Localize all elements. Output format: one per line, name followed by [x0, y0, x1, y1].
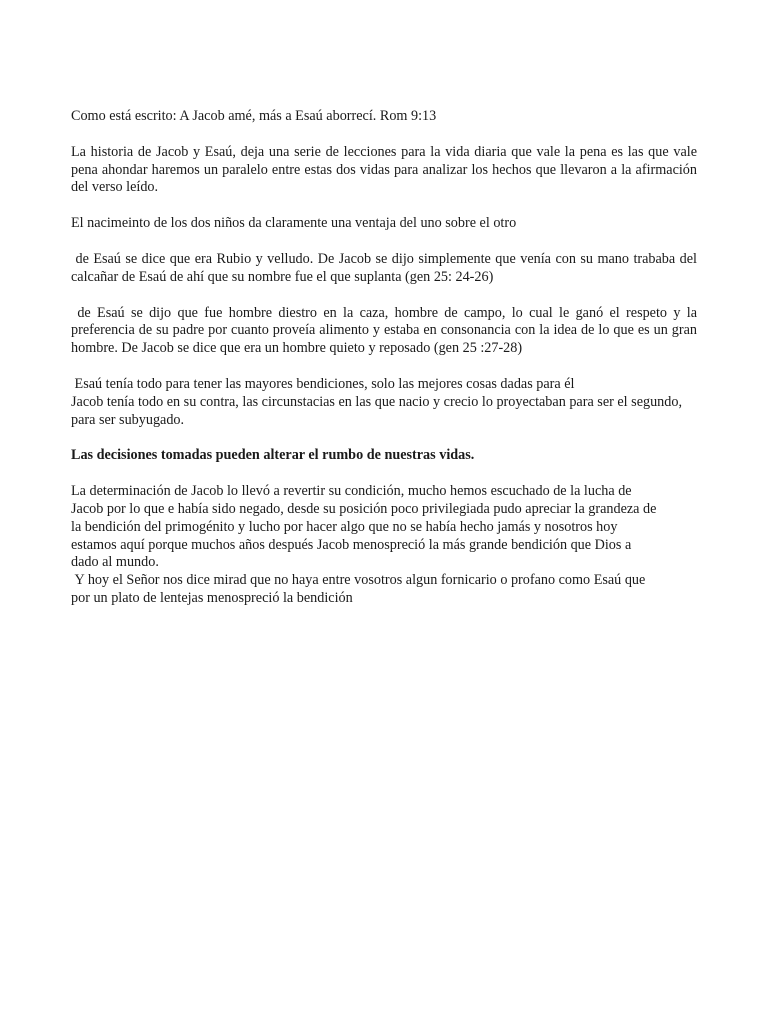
- paragraph-closing: [71, 572, 697, 608]
- text-line: La determinación de Jacob lo llevó a revertir su condición, mucho hemos escuchado de la lucha de: [71, 483, 632, 500]
- paragraph-contrast: [71, 376, 697, 429]
- paragraph-intro: La historia de Jacob y Esaú, deja una serie de lecciones para la vida diaria que vale la pena es las que vale pena ahondar haremos un paralelo entre estas dos vidas para analizar los hechos que llevaron a la afirmación del verso leído.: [71, 143, 701, 196]
- esau-line: Esaú tenía todo para tener las mayores bendiciones, solo las mejores cosas dadas para él: [71, 375, 575, 392]
- text-line: Y hoy el Señor nos dice mirad que no haya entre vosotros algun fornicario o profano como Esaú que: [71, 572, 646, 589]
- text-line: dado al mundo.: [71, 554, 159, 571]
- paragraph-birth: El nacimeinto de los dos niños da claramente una ventaja del uno sobre el otro: [71, 215, 517, 232]
- epigraph: Como está escrito: A Jacob amé, más a Esaú aborrecí. Rom 9:13: [71, 108, 437, 124]
- text-line: la bendición del primogénito y lucho por hacer algo que no se había hecho jamás y nosotros hoy: [71, 518, 618, 535]
- paragraph-appearance: de Esaú se dice que era Rubio y velludo. De Jacob se dijo simplemente que venía con su mano trababa del calcañar de Esaú de ahí que su nombre fue el que suplanta (gen 25: 24-26): [71, 250, 701, 285]
- text-line: estamos aquí porque muchos años después Jacob menospreció la más grande bendición que Dios a: [71, 536, 632, 553]
- document-page: [71, 108, 701, 608]
- paragraph-jacob-decision: [71, 483, 697, 572]
- jacob-line: Jacob tenía todo en su contra, las circunstacias en las que nacio y crecio lo proyectaban para ser el segundo, para ser subyugado.: [71, 393, 686, 428]
- section-heading: Las decisiones tomadas pueden alterar el rumbo de nuestras vidas.: [71, 447, 475, 464]
- paragraph-character: de Esaú se dijo que fue hombre diestro en la caza, hombre de campo, lo cual le ganó el respeto y la preferencia de su padre por cuanto proveía alimento y estaba en consonancia con la idea de lo que es un gran hombre. De Jacob se dice que era un hombre quieto y reposado (gen 25 :27-28): [71, 304, 701, 357]
- text-line: Jacob por lo que e había sido negado, desde su posición poco privilegiada pudo apreciar la grandeza de: [71, 500, 657, 517]
- text-line: por un plato de lentejas menospreció la bendición: [71, 589, 353, 606]
